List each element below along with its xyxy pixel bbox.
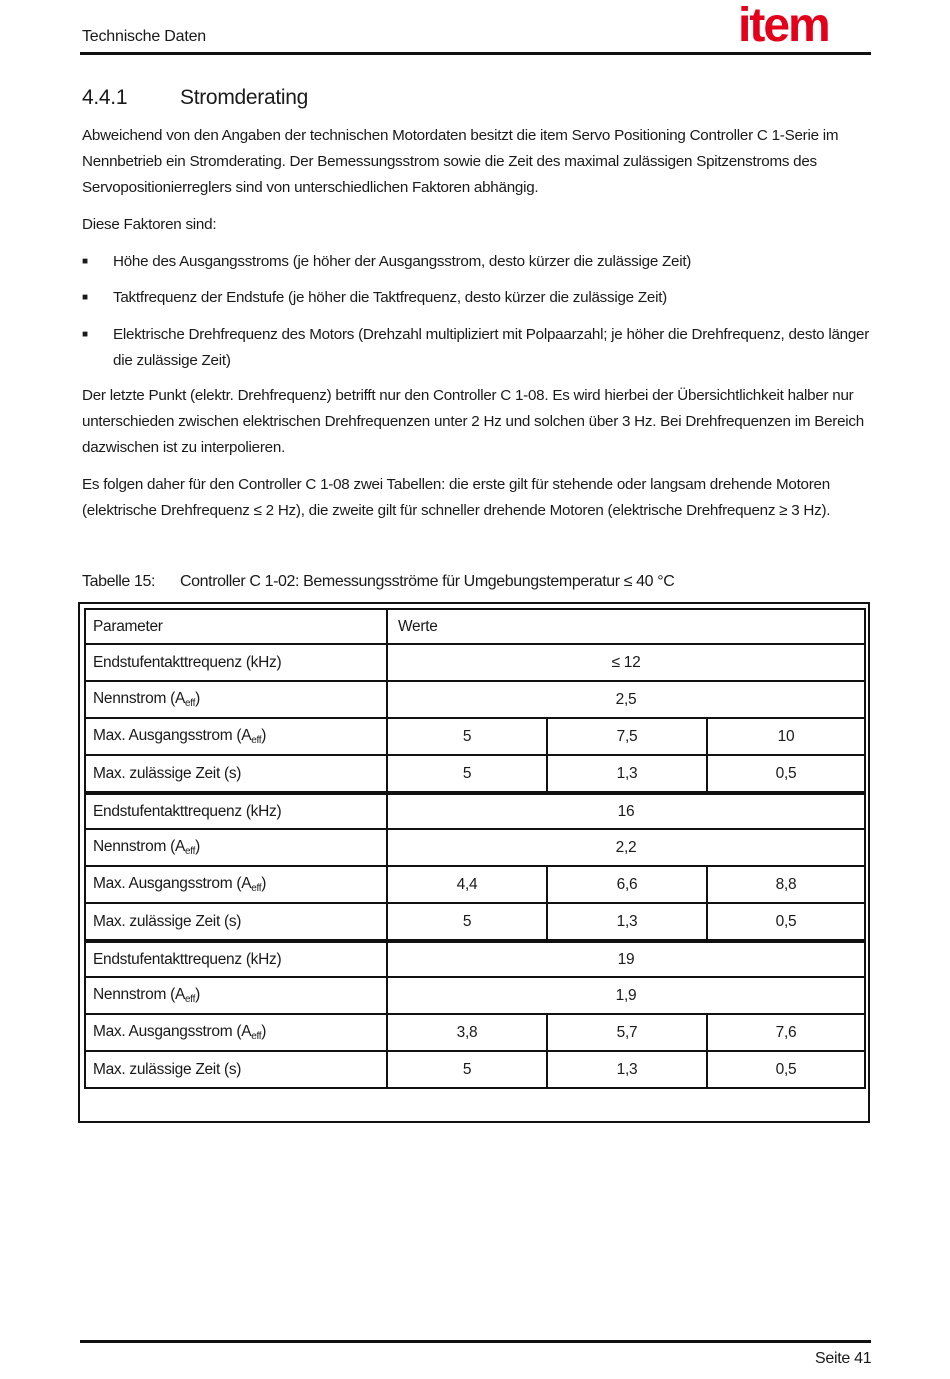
label-cell: Max. Ausgangsstrom $(A_{eff})$ [84,1015,388,1052]
header-divider [80,52,871,55]
value-cell: 10 [708,719,866,756]
label-cell: Max. Ausgangsstrom $(A_{eff})$ [84,719,388,756]
table-row [84,756,866,793]
value-cell: 7,5 [548,719,708,756]
table-caption [82,573,674,591]
value-cell: 2,5 [388,682,866,719]
list-item-text: Höhe des Ausgangsstroms (je höher der Ausgangsstrom, desto kürzer die zulässige Zeit) [113,253,692,270]
value-cell: 5 [388,904,548,941]
table-caption-label: Tabelle 15: [82,573,155,590]
item-logo: item [738,0,829,52]
value-cell: 0,5 [708,756,866,793]
label-cell: Endstufentakttrequenz (kHz) [84,941,388,978]
value-cell: 1,9 [388,978,866,1015]
label-cell: Nennstrom $(A_{eff})$ [84,682,388,719]
table-header-row [84,608,866,645]
value-cell: ≤ 12 [388,645,866,682]
tables-paragraph: Es folgen daher für den Controller C 1-08 zwei Tabellen: die erste gilt für stehende oder langsam drehende Motoren (elektrische Drehfrequenz ≤ 2 Hz), die zweite gilt für schneller drehende Motoren (elektrische Drehfrequenz ≥ 3 Hz). [82,476,831,519]
table-row [84,867,866,904]
value-cell: 6,6 [548,867,708,904]
label-cell: Nennstrom $(A_{eff})$ [84,830,388,867]
bullet-square-icon: ■ [82,256,88,267]
table-row [84,1052,866,1089]
value-cell: 1,3 [548,756,708,793]
list-item-text: Taktfrequenz der Endstufe (je höher die Taktfrequenz, desto kürzer die zulässige Zeit) [113,289,667,306]
section-number: 4.4.1 [82,86,128,109]
section-heading [82,86,308,110]
value-cell: 5 [388,719,548,756]
label-cell: Nennstrom $(A_{eff})$ [84,978,388,1015]
label-cell: Endstufentakttrequenz (kHz) [84,793,388,830]
page-header-title: Technische Daten [82,28,206,45]
table-row [84,830,866,867]
table-row [84,904,866,941]
frequency-paragraph: Der letzte Punkt (elektr. Drehfrequenz) betrifft nur den Controller C 1-08. Es wird hierbei der Übersichtlichkeit halber nur unterschieden zwischen elektrischen Drehfrequenzen unter 2 Hz und solchen über 3 Hz. Bei Drehfrequenzen im Bereich dazwischen ist zu interpolieren. [82,387,864,456]
value-cell: 0,5 [708,904,866,941]
label-cell: Max. zulässige Zeit (s) [84,904,388,941]
table-row [84,1015,866,1052]
bullet-square-icon: ■ [82,329,88,340]
value-cell: 8,8 [708,867,866,904]
value-cell: 19 [388,941,866,978]
intro-paragraph: Abweichend von den Angaben der technischen Motordaten besitzt die item Servo Positioning Controller C 1-Serie im Nennbetrieb ein Stromderating. Der Bemessungsstrom sowie die Zeit des maximal zulässigen Spitzenstroms des Servopositionierreglers sind von unterschiedlichen Faktoren abhängig. [82,127,839,196]
current-rating-table [84,608,866,1089]
label-cell: Max. zulässige Zeit (s) [84,756,388,793]
table-row [84,682,866,719]
footer-divider [80,1340,871,1343]
value-cell: 3,8 [388,1015,548,1052]
value-cell: 5,7 [548,1015,708,1052]
header-cell-parameter: Parameter [84,608,388,645]
factors-lead: Diese Faktoren sind: [82,216,217,233]
label-cell: Endstufentakttrequenz (kHz) [84,645,388,682]
value-cell: 0,5 [708,1052,866,1089]
value-cell: 7,6 [708,1015,866,1052]
value-cell: 16 [388,793,866,830]
value-cell: 5 [388,1052,548,1089]
label-cell: Max. Ausgangsstrom $(A_{eff})$ [84,867,388,904]
table-row [84,978,866,1015]
page-number: Seite 41 [815,1350,872,1367]
value-cell: 2,2 [388,830,866,867]
table-row [84,719,866,756]
table-row [84,793,866,830]
value-cell: 4,4 [388,867,548,904]
bullet-square-icon: ■ [82,292,88,303]
list-item-text: Elektrische Drehfrequenz des Motors (Drehzahl multipliziert mit Polpaarzahl; je höher die Drehfrequenz, desto länger die zulässige Zeit) [113,326,870,369]
label-cell: Max. zulässige Zeit (s) [84,1052,388,1089]
table-row [84,645,866,682]
section-title: Stromderating [180,86,308,109]
table-row [84,941,866,978]
table-caption-title: Controller C 1-02: Bemessungsströme für Umgebungstemperatur ≤ 40 °C [180,573,675,590]
value-cell: 1,3 [548,904,708,941]
header-cell-values: Werte [388,608,866,645]
value-cell: 5 [388,756,548,793]
value-cell: 1,3 [548,1052,708,1089]
